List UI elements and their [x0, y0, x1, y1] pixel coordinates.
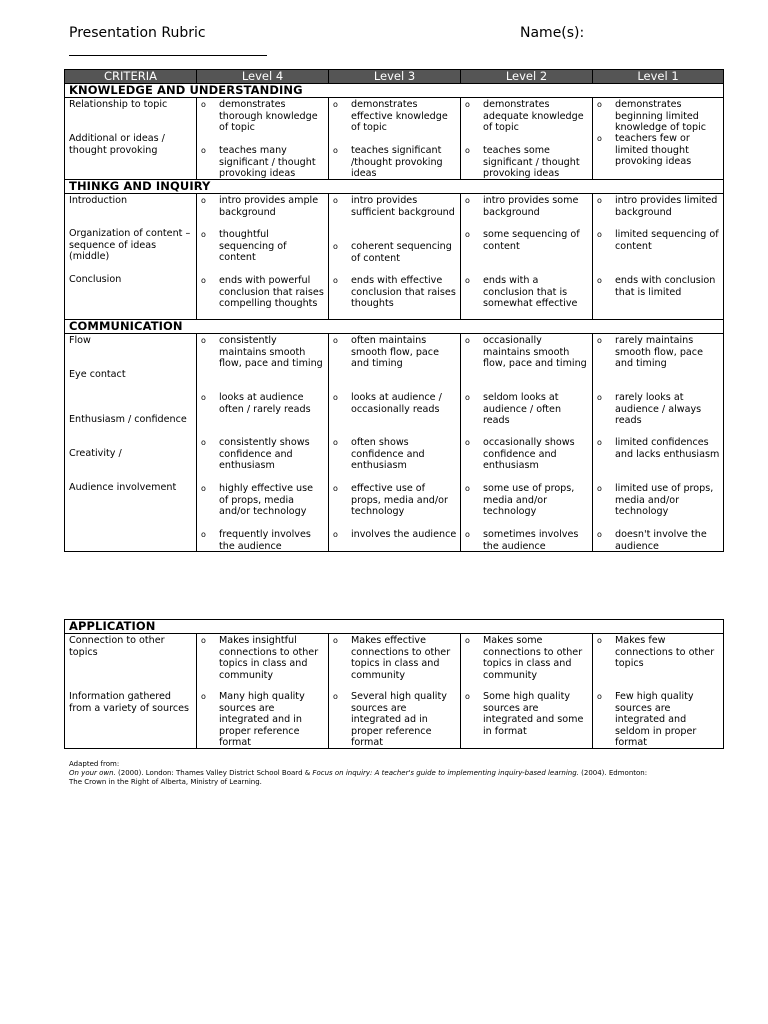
criterion: Audience involvement	[69, 482, 177, 493]
descriptor: looks at audience often / rarely reads	[219, 392, 311, 415]
bullet-icon: o	[597, 393, 602, 402]
section-row-thinking	[65, 194, 724, 320]
bullet-icon: o	[597, 100, 602, 109]
names-underline	[69, 55, 267, 56]
bullet-icon: o	[201, 692, 206, 701]
descriptor: sometimes involves the audience	[483, 529, 579, 552]
bullet-icon: o	[465, 484, 470, 493]
descriptor: intro provides some background	[483, 195, 579, 218]
descriptor: seldom looks at audience / often reads	[483, 392, 562, 426]
column-header-level-1: Level 1	[593, 70, 724, 84]
descriptor: teaches some significant / thought provoking ideas	[483, 145, 580, 179]
bullet-icon: o	[333, 438, 338, 447]
descriptor: Several high quality sources are integrated ad in proper reference format	[351, 691, 447, 748]
level-1-cell	[593, 98, 724, 180]
column-header-level-3: Level 3	[329, 70, 461, 84]
section-title-knowledge: KNOWLEDGE AND UNDERSTANDING	[65, 84, 724, 98]
bullet-icon: o	[597, 530, 602, 539]
descriptor: Makes some connections to other topics in class and community	[483, 635, 583, 681]
descriptor: Makes insightful connections to other topics in class and community	[219, 635, 319, 681]
descriptor: consistently shows confidence and enthusiasm	[219, 437, 310, 471]
descriptor: demonstrates effective knowledge of topic	[351, 99, 448, 133]
footer-citation	[69, 769, 647, 778]
page-title: Presentation Rubric	[69, 25, 206, 41]
bullet-icon: o	[333, 636, 338, 645]
criterion: Eye contact	[69, 369, 126, 380]
bullet-icon: o	[333, 146, 338, 155]
bullet-icon: o	[201, 100, 206, 109]
criteria-cell	[65, 98, 197, 180]
criterion: Information gathered from a variety of sources	[69, 691, 190, 714]
column-header-criteria: CRITERIA	[65, 70, 197, 84]
bullet-icon: o	[201, 530, 206, 539]
descriptor: rarely maintains smooth flow, pace and timing	[615, 335, 703, 369]
descriptor: teaches significant /thought provoking ideas	[351, 145, 443, 179]
descriptor: often shows confidence and enthusiasm	[351, 437, 425, 471]
level-1-cell	[593, 334, 724, 552]
section-row-application	[65, 634, 724, 749]
bullet-icon: o	[201, 196, 206, 205]
descriptor: demonstrates beginning limited knowledge of topic	[615, 99, 707, 133]
descriptor: ends with conclusion that is limited	[615, 275, 716, 298]
bullet-icon: o	[597, 692, 602, 701]
level-4-cell	[197, 194, 329, 320]
bullet-icon: o	[333, 276, 338, 285]
header-row	[65, 70, 724, 84]
descriptor: ends with powerful conclusion that raises compelling thoughts	[219, 275, 324, 309]
descriptor: Many high quality sources are integrated and in proper reference format	[219, 691, 305, 748]
descriptor: frequently involves the audience	[219, 529, 311, 552]
bullet-icon: o	[597, 438, 602, 447]
descriptor: Makes few connections to other topics	[615, 635, 715, 669]
bullet-icon: o	[465, 230, 470, 239]
section-row-communication	[65, 334, 724, 552]
column-header-level-2: Level 2	[461, 70, 593, 84]
criterion: Organization of content – sequence of ideas (middle)	[69, 228, 191, 262]
rubric-table	[64, 69, 724, 552]
level-1-cell	[593, 634, 724, 749]
bullet-icon: o	[201, 336, 206, 345]
descriptor: effective use of props, media and/or technology	[351, 483, 448, 517]
criterion: Relationship to topic	[69, 99, 168, 110]
footer-citation-continued: The Crown in the Right of Alberta, Ministry of Learning.	[69, 778, 262, 786]
bullet-icon: o	[333, 336, 338, 345]
names-label: Name(s):	[520, 25, 585, 41]
bullet-icon: o	[465, 276, 470, 285]
bullet-icon: o	[201, 230, 206, 239]
descriptor: limited sequencing of content	[615, 229, 719, 252]
descriptor: rarely looks at audience / always reads	[615, 392, 702, 426]
bullet-icon: o	[597, 196, 602, 205]
bullet-icon: o	[597, 336, 602, 345]
criterion: Enthusiasm / confidence	[69, 414, 187, 425]
descriptor: involves the audience	[351, 529, 457, 540]
descriptor: demonstrates adequate knowledge of topic	[483, 99, 584, 133]
level-3-cell	[329, 334, 461, 552]
descriptor: doesn't involve the audience	[615, 529, 707, 552]
bullet-icon: o	[333, 242, 338, 251]
descriptor: ends with effective conclusion that raises thoughts	[351, 275, 456, 309]
level-4-cell	[197, 98, 329, 180]
descriptor: often maintains smooth flow, pace and timing	[351, 335, 439, 369]
section-title-thinking: THINKG AND INQUIRY	[65, 180, 724, 194]
descriptor: Few high quality sources are integrated and seldom in proper format	[615, 691, 697, 748]
bullet-icon: o	[465, 146, 470, 155]
bullet-icon: o	[597, 276, 602, 285]
descriptor: thoughtful sequencing of content	[219, 229, 287, 263]
bullet-icon: o	[597, 484, 602, 493]
bullet-icon: o	[333, 530, 338, 539]
citation-text-2: (2004). Edmonton:	[578, 769, 648, 777]
descriptor: Makes effective connections to other topics in class and community	[351, 635, 451, 681]
criterion: Additional or ideas / thought provoking	[69, 133, 165, 156]
footer-adapted-from: Adapted from:	[69, 760, 120, 768]
level-2-cell	[461, 98, 593, 180]
bullet-icon: o	[597, 230, 602, 239]
bullet-icon: o	[333, 484, 338, 493]
descriptor: teachers few or limited thought provoking ideas	[615, 133, 692, 167]
bullet-icon: o	[201, 484, 206, 493]
section-title-application: APPLICATION	[65, 620, 724, 634]
criterion: Connection to other topics	[69, 635, 165, 658]
bullet-icon: o	[333, 196, 338, 205]
bullet-icon: o	[597, 636, 602, 645]
level-2-cell	[461, 194, 593, 320]
descriptor: intro provides sufficient background	[351, 195, 455, 218]
level-3-cell	[329, 634, 461, 749]
descriptor: ends with a conclusion that is somewhat effective	[483, 275, 578, 309]
level-2-cell	[461, 334, 593, 552]
descriptor: demonstrates thorough knowledge of topic	[219, 99, 318, 133]
bullet-icon: o	[465, 196, 470, 205]
descriptor: occasionally maintains smooth flow, pace and timing	[483, 335, 587, 369]
descriptor: some sequencing of content	[483, 229, 580, 252]
bullet-icon: o	[465, 530, 470, 539]
criterion: Introduction	[69, 195, 128, 206]
bullet-icon: o	[333, 692, 338, 701]
bullet-icon: o	[201, 636, 206, 645]
bullet-icon: o	[465, 636, 470, 645]
descriptor: looks at audience / occasionally reads	[351, 392, 442, 415]
bullet-icon: o	[465, 438, 470, 447]
level-1-cell	[593, 194, 724, 320]
bullet-icon: o	[465, 692, 470, 701]
descriptor: limited confidences and lacks enthusiasm	[615, 437, 720, 460]
descriptor: intro provides limited background	[615, 195, 718, 218]
descriptor: limited use of props, media and/or technology	[615, 483, 714, 517]
level-2-cell	[461, 634, 593, 749]
bullet-icon: o	[201, 276, 206, 285]
criterion: Creativity /	[69, 448, 122, 459]
descriptor: intro provides ample background	[219, 195, 319, 218]
criteria-cell	[65, 334, 197, 552]
section-row-knowledge	[65, 98, 724, 180]
level-4-cell	[197, 334, 329, 552]
bullet-icon: o	[465, 336, 470, 345]
level-4-cell	[197, 634, 329, 749]
descriptor: teaches many significant / thought provoking ideas	[219, 145, 316, 179]
descriptor: some use of props, media and/or technology	[483, 483, 575, 517]
bullet-icon: o	[597, 134, 602, 143]
criterion: Conclusion	[69, 274, 122, 285]
descriptor: consistently maintains smooth flow, pace and timing	[219, 335, 323, 369]
section-title-communication: COMMUNICATION	[65, 320, 724, 334]
descriptor: occasionally shows confidence and enthusiasm	[483, 437, 575, 471]
descriptor: Some high quality sources are integrated and some in format	[483, 691, 584, 737]
bullet-icon: o	[333, 393, 338, 402]
level-3-cell	[329, 194, 461, 320]
bullet-icon: o	[465, 100, 470, 109]
citation-text-1: (2000). London: Thames Valley District School Board &	[115, 769, 313, 777]
level-3-cell	[329, 98, 461, 180]
citation-title-1: On your own.	[69, 769, 116, 777]
bullet-icon: o	[333, 100, 338, 109]
descriptor: highly effective use of props, media and/or technology	[219, 483, 314, 517]
bullet-icon: o	[465, 393, 470, 402]
criteria-cell	[65, 194, 197, 320]
column-header-level-4: Level 4	[197, 70, 329, 84]
citation-title-2: Focus on inquiry: A teacher's guide to implementing inquiry-based learning.	[312, 769, 579, 777]
bullet-icon: o	[201, 438, 206, 447]
descriptor: coherent sequencing of content	[351, 241, 452, 264]
bullet-icon: o	[201, 146, 206, 155]
criterion: Flow	[69, 335, 91, 346]
criteria-cell	[65, 634, 197, 749]
application-table	[64, 619, 724, 749]
bullet-icon: o	[201, 393, 206, 402]
